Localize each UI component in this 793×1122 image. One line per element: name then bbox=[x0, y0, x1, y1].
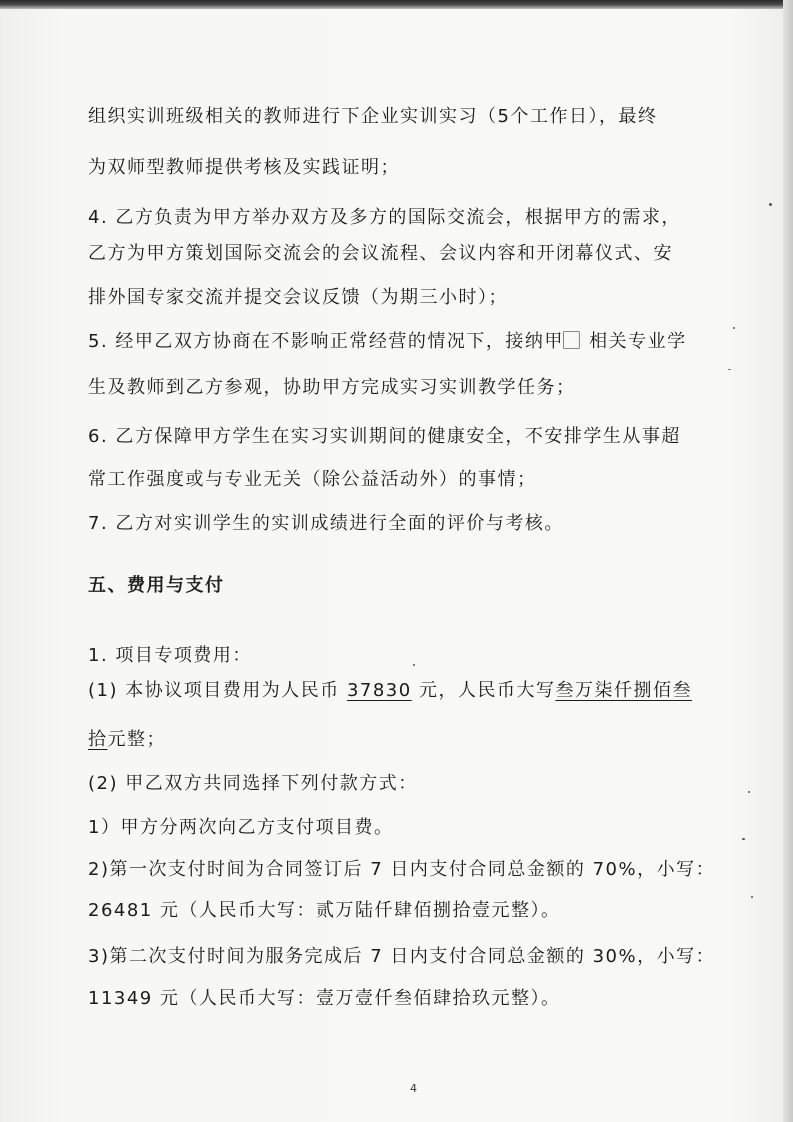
scan-top-edge bbox=[0, 0, 793, 9]
body-line-1: 组织实训班级相关的教师进行下企业实训实习（5个工作日），最终 bbox=[88, 106, 658, 127]
item-4-line-3: 排外国专家交流并提交会议反馈（为期三小时）； bbox=[88, 287, 508, 308]
item-4-line-1: 4. 乙方负责为甲方举办双方及多方的国际交流会，根据甲方的需求， bbox=[88, 207, 681, 228]
fee-amount-words-part2: 拾 bbox=[88, 729, 108, 750]
item-6-line-2: 常工作强度或与专业无关（除公益活动外）的事情； bbox=[88, 469, 537, 490]
item-6-line-1: 6. 乙方保障甲方学生在实习实训期间的健康安全，不安排学生从事超 bbox=[88, 426, 681, 447]
fee-amount-number: 37830 bbox=[346, 680, 412, 701]
payment-line-2: 2)第一次支付时间为合同签订后 7 日内支付合同总金额的 70%，小写： bbox=[88, 859, 716, 880]
payment-line-1: 1）甲方分两次向乙方支付项目费。 bbox=[88, 817, 394, 838]
item-5-line-1: 5. 经甲乙双方协商在不影响正常经营的情况下，接纳甲⃞ 相关专业学 bbox=[88, 331, 687, 352]
fee-line-2-suffix: 元整； bbox=[107, 729, 166, 750]
page-number: 4 bbox=[410, 1082, 417, 1095]
scan-speck bbox=[733, 327, 735, 329]
body-line-2: 为双师型教师提供考核及实践证明； bbox=[88, 157, 400, 178]
scan-speck bbox=[413, 664, 415, 666]
item-5-line-2: 生及教师到乙方参观，协助甲方完成实习实训教学任务； bbox=[88, 377, 576, 398]
scan-speck bbox=[728, 369, 731, 370]
item-7-line: 7. 乙方对实训学生的实训成绩进行全面的评价与考核。 bbox=[88, 513, 564, 534]
scan-speck bbox=[769, 203, 772, 206]
fee-line-1-prefix: (1) 本协议项目费用为人民币 bbox=[88, 680, 347, 701]
payment-line-3: 26481 元（人民币大写：贰万陆仟肆佰捌拾壹元整）。 bbox=[88, 900, 561, 921]
fee-line-2 bbox=[88, 720, 728, 759]
scan-speck bbox=[748, 791, 750, 793]
item-4-line-2: 乙方为甲方策划国际交流会的会议流程、会议内容和开闭幕仪式、安 bbox=[88, 243, 673, 264]
fee-item-title: 1. 项目专项费用： bbox=[88, 645, 252, 666]
scan-speck bbox=[742, 838, 745, 840]
payment-method-line: (2) 甲乙双方共同选择下列付款方式： bbox=[88, 773, 418, 794]
payment-line-4: 3)第二次支付时间为服务完成后 7 日内支付合同总金额的 30%，小写： bbox=[88, 946, 716, 967]
fee-amount-words-part1: 叁万柒仟捌佰叁 bbox=[555, 680, 692, 701]
section-heading: 五、费用与支付 bbox=[88, 575, 225, 596]
fee-line-1-middle: 元，人民币大写 bbox=[411, 680, 556, 701]
payment-line-5: 11349 元（人民币大写：壹万壹仟叁佰肆拾玖元整）。 bbox=[88, 988, 561, 1009]
scan-speck bbox=[751, 896, 753, 898]
scan-right-edge bbox=[783, 0, 793, 1122]
fee-line-1 bbox=[88, 671, 728, 710]
